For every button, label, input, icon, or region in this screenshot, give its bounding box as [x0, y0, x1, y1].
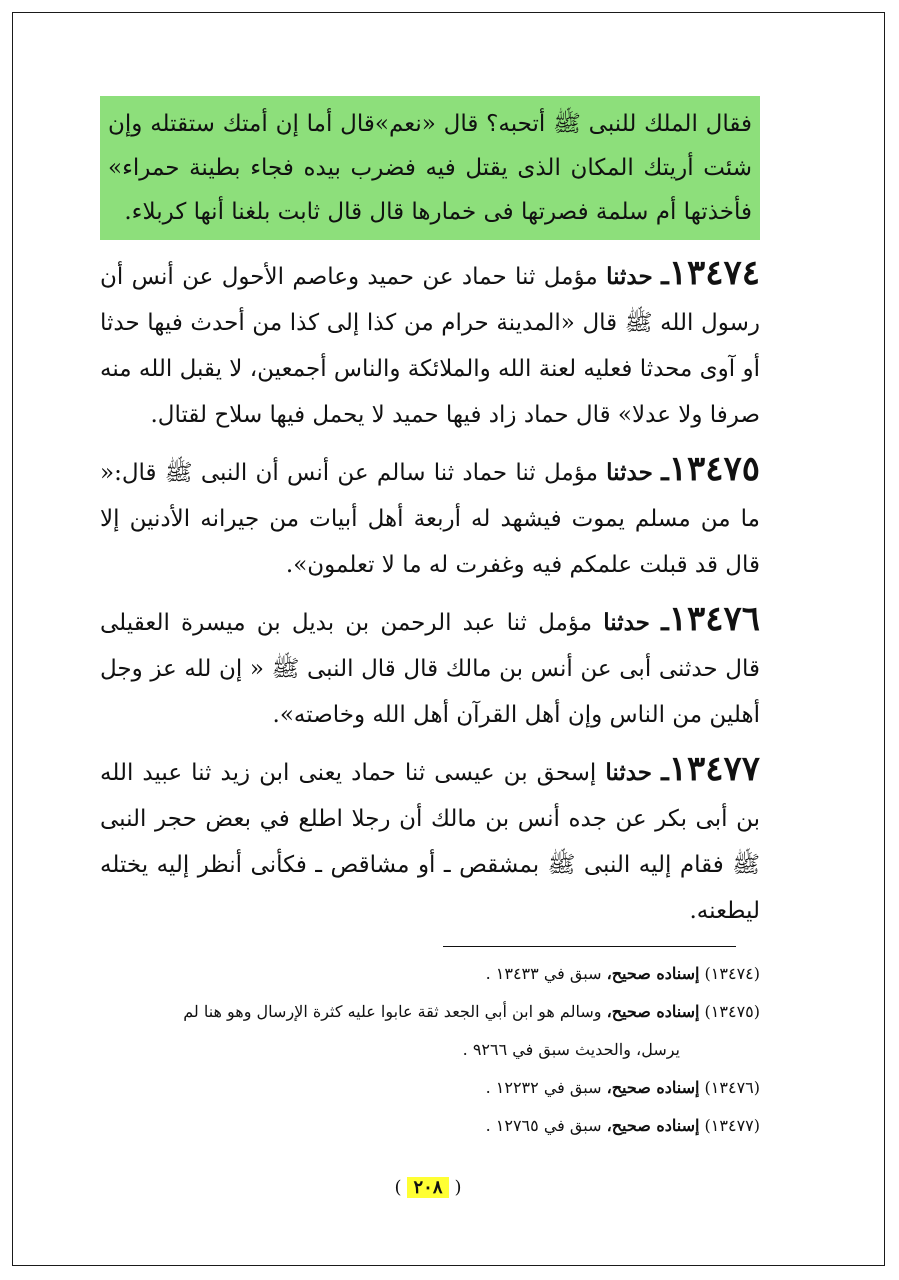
- main-text: [100, 96, 760, 942]
- footnote-continuation: يرسل، والحديث سبق في ٩٢٦٦ .: [462, 1040, 680, 1059]
- hadith-number: ١٣٤٧٤: [668, 253, 761, 293]
- footnote-text: سبق في ١٢٢٣٢ .: [485, 1078, 602, 1097]
- footnote-label: إسناده صحيح،: [606, 1116, 700, 1135]
- hadith-dash: ـ: [661, 607, 669, 637]
- page-number: [383, 1177, 473, 1198]
- page-number-paren-open: (: [394, 1177, 402, 1198]
- footnote: [100, 993, 760, 1031]
- footnote: [100, 955, 760, 993]
- page-number-paren-close: ): [454, 1177, 462, 1198]
- page-number-value: ٢٠٨: [407, 1177, 448, 1198]
- footnote-ref: (١٣٤٧٤): [704, 964, 760, 983]
- hadith-dash: ـ: [661, 261, 669, 291]
- footnote-label: إسناده صحيح،: [606, 1078, 700, 1097]
- highlighted-passage: فقال الملك للنبى ﷺ أتحبه؟ قال «نعم»قال أما إن أمتك ستقتله وإن شئت أريتك المكان الذى يقتل فيه فضرب بيده فجاء بطينة حمراء» فأخذتها أم سلمة فصرتها فى خمارها قال قال ثابت بلغنا أنها كربلاء.: [100, 96, 760, 240]
- hadith-number: ١٣٤٧٥: [668, 449, 761, 489]
- hadith-text: إسحق بن عيسى ثنا حماد يعنى ابن زيد ثنا عبيد الله بن أبى بكر عن جده أنس بن مالك أن رجلا اطلع في بعض حجر النبى ﷺ فقام إليه النبى ﷺ بمشقص ـ أو مشاقص ـ فكأنى أنظر إليه يختله ليطعنه.: [100, 760, 760, 924]
- hadith-13477: [100, 746, 760, 934]
- hadith-13474: [100, 250, 760, 438]
- footnote-ref: (١٣٤٧٧): [704, 1116, 760, 1135]
- footnote: [100, 1069, 760, 1107]
- hadith-opening-word: حدثنا: [605, 759, 653, 786]
- hadith-text: مؤمل ثنا عبد الرحمن بن بديل بن ميسرة العقيلى قال حدثنى أبى عن أنس بن مالك قال قال النبى ﷺ « إن لله عز وجل أهلين من الناس وإن أهل القرآن أهل الله وخاصته».: [100, 610, 760, 728]
- footnote-divider: [443, 946, 736, 947]
- footnote: [100, 1107, 760, 1145]
- footnote-text: سبق في ١٢٧٦٥ .: [485, 1116, 602, 1135]
- footnote-text: سبق في ١٣٤٣٣ .: [485, 964, 602, 983]
- hadith-number: ١٣٤٧٦: [668, 599, 761, 639]
- footnote-label: إسناده صحيح،: [606, 1002, 700, 1021]
- hadith-number: ١٣٤٧٧: [668, 749, 760, 789]
- footnote-ref: (١٣٤٧٥): [704, 1002, 760, 1021]
- hadith-dash: ـ: [661, 457, 669, 487]
- hadith-opening-word: حدثنا: [603, 609, 650, 636]
- hadith-13476: [100, 596, 760, 738]
- footnote-label: إسناده صحيح،: [606, 964, 700, 983]
- footnotes: [100, 955, 760, 1145]
- hadith-text: مؤمل ثنا حماد ثنا سالم عن أنس أن النبى ﷺ قال:« ما من مسلم يموت فيشهد له أربعة أهل أبيات من جيرانه الأدنين إلا قال قد قبلت علمكم فيه وغفرت له ما لا تعلمون».: [100, 460, 760, 578]
- hadith-opening-word: حدثنا: [606, 459, 653, 486]
- hadith-text: مؤمل ثنا حماد عن حميد وعاصم الأحول عن أنس أن رسول الله ﷺ قال «المدينة حرام من كذا إلى كذا من أحدث فيها حدثا أو آوى محدثا فعليه لعنة الله والملائكة والناس أجمعين، لا يقبل الله منه صرفا ولا عدلا» قال حماد زاد فيها حميد لا يحمل فيها سلاح لقتال.: [100, 264, 760, 428]
- hadith-dash: ـ: [661, 757, 669, 787]
- hadith-opening-word: حدثنا: [606, 263, 653, 290]
- footnote-text: وسالم هو ابن أبي الجعد ثقة عابوا عليه كثرة الإرسال وهو هنا لم: [183, 1002, 602, 1021]
- footnote-ref: (١٣٤٧٦): [704, 1078, 760, 1097]
- hadith-13475: [100, 446, 760, 588]
